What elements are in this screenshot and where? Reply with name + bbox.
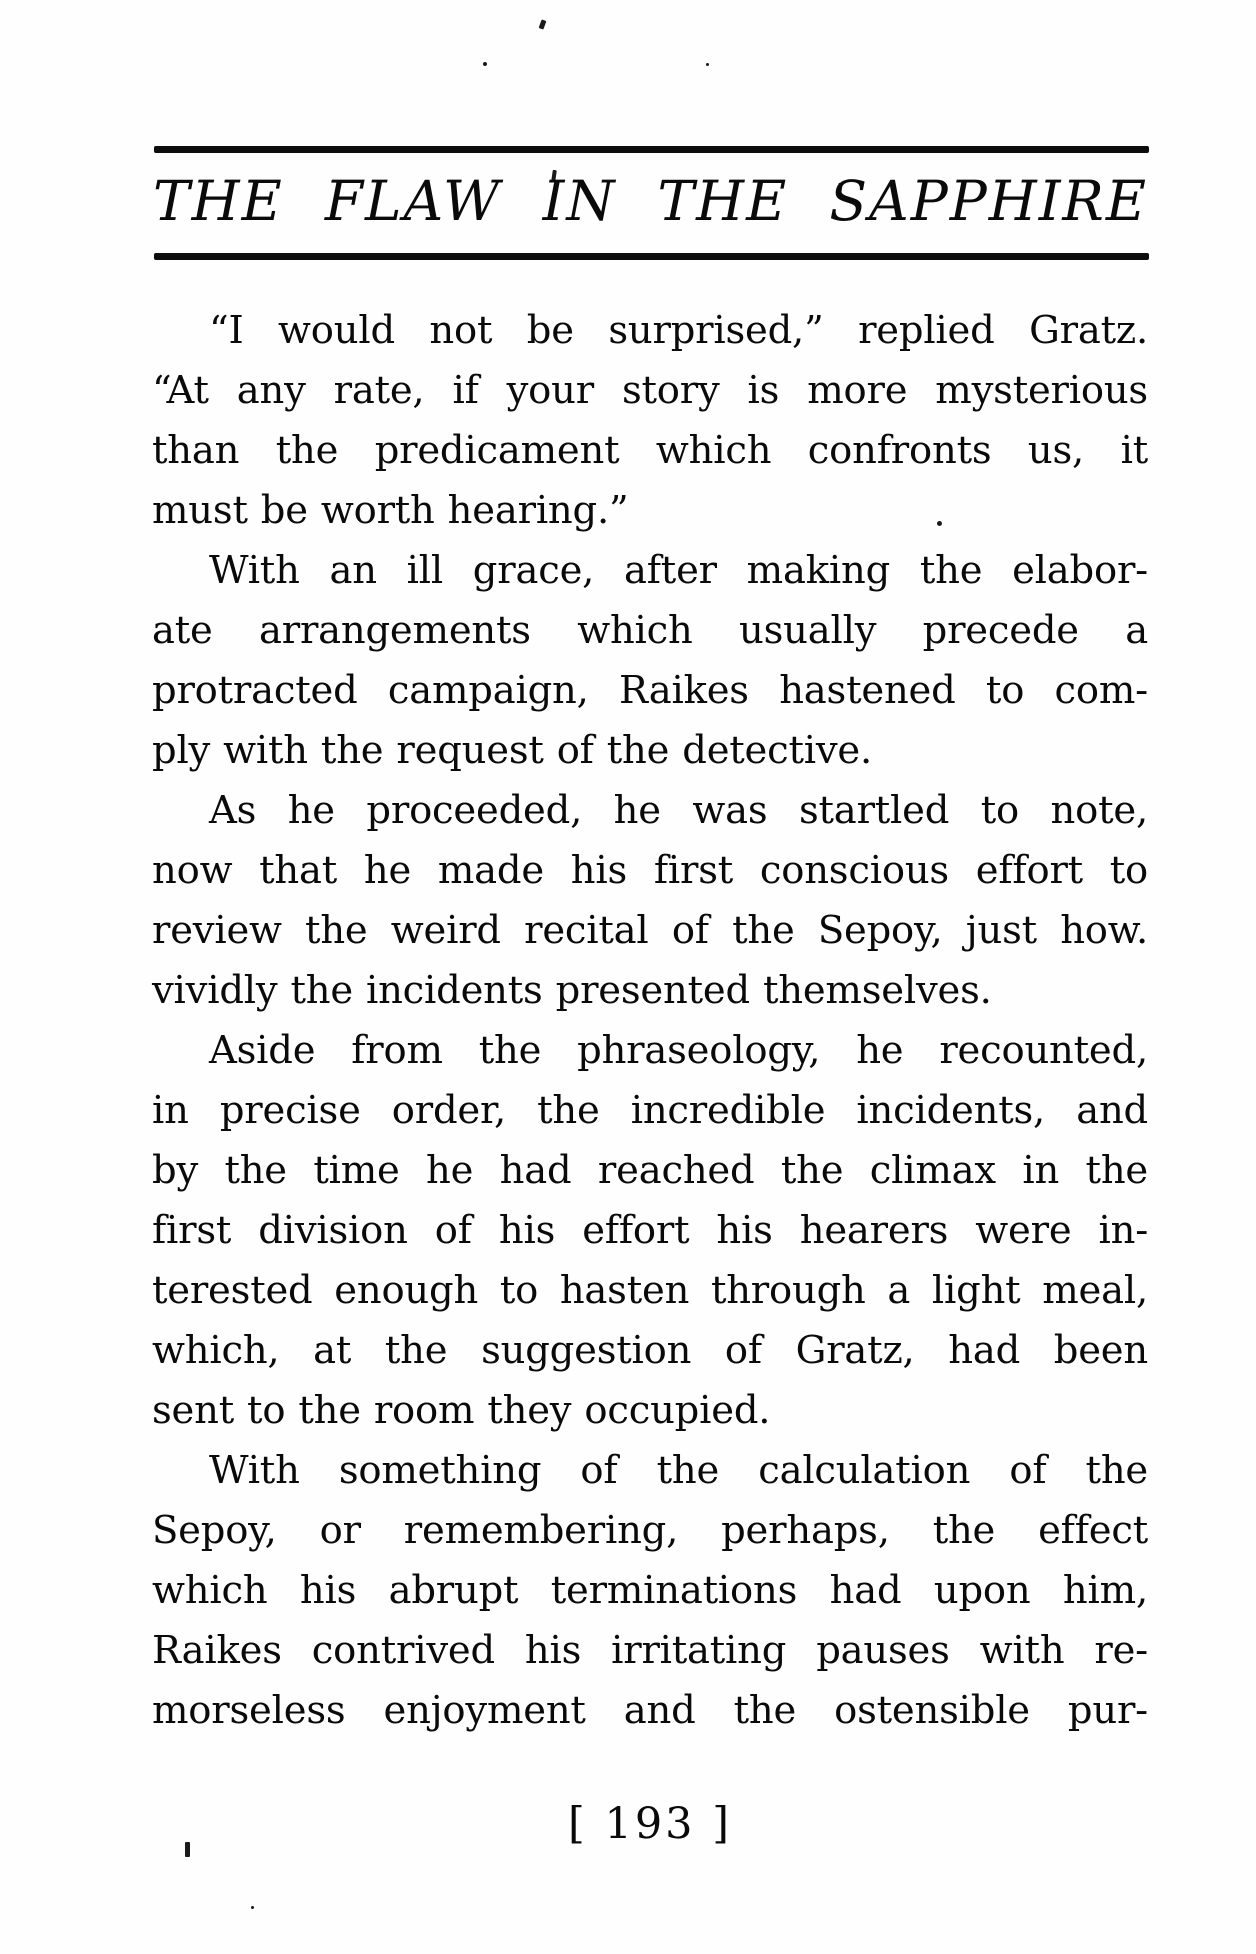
text-line: ply with the request of the detective. [152,728,873,773]
text-line: With an ill grace, after making the elabor- [209,548,1148,593]
text-line: first division of his effort his hearers were in- [152,1208,1148,1253]
text-line: As he proceeded, he was startled to note, [209,788,1148,833]
text-line: “I would not be surprised,” replied Gratz. [209,308,1148,353]
paragraph [152,1441,1148,1741]
running-head-title: THE FLAW IN THE SAPPHIRE [153,169,1148,233]
scan-speck [483,62,487,66]
text-line: in precise order, the incredible incidents, and [152,1088,1148,1133]
text-line: now that he made his first conscious effort to [152,848,1148,893]
paragraph [152,301,1148,541]
text-line: vividly the incidents presented themselves. [152,968,992,1013]
text-line: morseless enjoyment and the ostensible pur- [152,1688,1148,1733]
text-line: terested enough to hasten through a light meal, [152,1268,1148,1313]
page-number: [ 193 ] [568,1799,732,1849]
scan-speck [539,19,547,29]
text-line: Raikes contrived his irritating pauses with re- [152,1628,1148,1673]
scan-speck [706,63,709,66]
text-line: “At any rate, if your story is more mysterious [152,368,1148,413]
text-line: by the time he had reached the climax in the [152,1148,1148,1193]
text-line: sent to the room they occupied. [152,1388,771,1433]
text-line: review the weird recital of the Sepoy, just how. [152,908,1148,953]
paragraph [152,1021,1148,1441]
text-line: must be worth hearing.” [152,488,629,533]
text-line: ate arrangements which usually precede a [152,608,1148,653]
text-line: than the predicament which confronts us, it [152,428,1148,473]
page-body [152,301,1148,1741]
header-rule-bottom [154,253,1149,260]
header-rule-top [154,146,1149,153]
paragraph [152,541,1148,781]
text-line: With something of the calculation of the [209,1448,1148,1493]
text-line: Aside from the phraseology, he recounted, [209,1028,1148,1073]
text-line: protracted campaign, Raikes hastened to com- [152,668,1148,713]
scan-speck [251,1906,254,1909]
text-line: Sepoy, or remembering, perhaps, the effect [152,1508,1148,1553]
text-line: which, at the suggestion of Gratz, had been [152,1328,1148,1373]
text-line: which his abrupt terminations had upon him, [152,1568,1148,1613]
paragraph [152,781,1148,1021]
